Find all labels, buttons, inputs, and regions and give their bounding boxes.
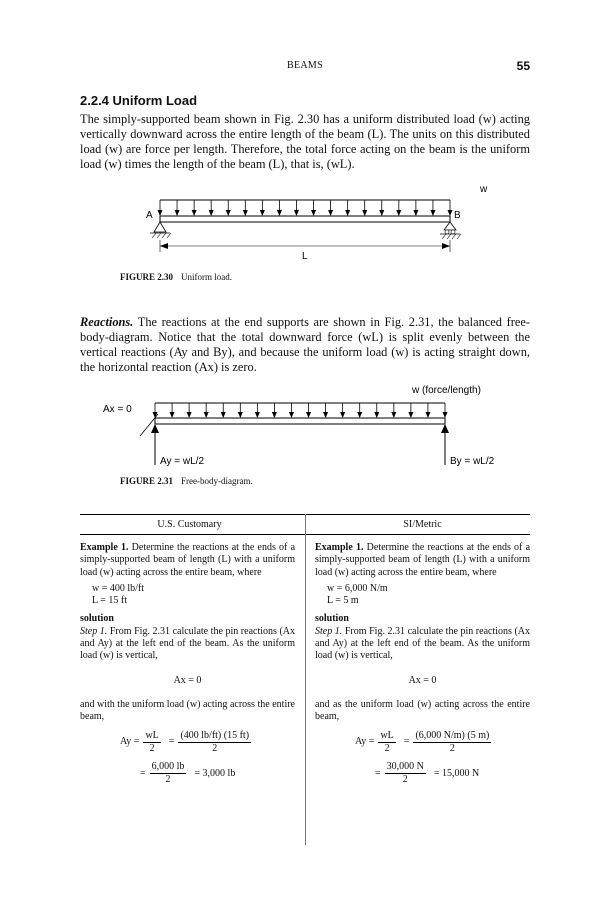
reactions-lead: Reactions. — [80, 315, 134, 329]
uniform-load-arrows-fbd — [153, 403, 448, 418]
step-text: From Fig. 2.31 calculate the pin reactions (Ax and Ay) at the left end of the beam. As the uniform load (w) is vertical, — [80, 625, 296, 662]
load-arrow-head — [374, 412, 379, 418]
dim-arrow-right — [442, 243, 450, 249]
solution-label: solution — [315, 613, 349, 625]
pin-support-a — [154, 222, 166, 232]
load-arrow-head — [408, 412, 413, 418]
equals-sign: = — [168, 736, 175, 748]
caption-figure-2-30 — [120, 272, 232, 282]
column-us-customary — [80, 542, 295, 787]
roller-wheel-left — [445, 230, 449, 234]
caption-figure-2-31 — [120, 476, 253, 486]
load-arrow-head — [192, 210, 197, 216]
example-label: Example 1. — [315, 542, 364, 553]
load-arrow-head — [328, 210, 333, 216]
load-arrow-head — [277, 210, 282, 216]
fraction-result: $\frac{6,000 lb}{2}$ — [151, 761, 185, 786]
load-arrow-head — [323, 412, 328, 418]
l-value: L = 15 ft — [92, 595, 127, 607]
result-value: = 3,000 lb — [194, 767, 236, 779]
load-arrow-head — [425, 412, 430, 418]
load-arrow-head — [187, 412, 192, 418]
load-arrow-head — [448, 210, 453, 216]
solution-label: solution — [80, 613, 114, 625]
ay-lhs: Ay = — [120, 736, 140, 748]
example-text: Determine the reactions at the ends of a simply-supported beam of length (L) with a uniform load (w) acting across the entire beam, where — [80, 542, 296, 578]
l-value: L = 5 m — [327, 595, 359, 607]
ay-arrow-head — [151, 424, 159, 433]
load-arrow-head — [204, 412, 209, 418]
load-arrow-head — [306, 412, 311, 418]
load-arrow-head — [255, 412, 260, 418]
label-ay: Ay = wL/2 — [160, 456, 205, 467]
label-by: By = wL/2 — [450, 456, 495, 467]
paragraph-reactions — [80, 315, 530, 375]
label-l: L — [302, 251, 308, 262]
load-arrow-head — [260, 210, 265, 216]
by-arrow-head — [441, 424, 449, 433]
load-arrow-head — [357, 412, 362, 418]
load-arrow-head — [311, 210, 316, 216]
load-arrow-head — [175, 210, 180, 216]
ground-hatch-a — [152, 233, 171, 238]
table-column-divider — [305, 514, 306, 845]
load-arrow-head — [221, 412, 226, 418]
reactions-text: The reactions at the end supports are shown in Fig. 2.31, the balanced free-body-diagram. Notice that the total downward force (wL) is split evenly between the vertical reactions (Ay and By), and because the uniform load (w) is acting straight down, the horizontal reaction (Ax) is zero. — [80, 315, 531, 374]
step-label: Step 1. — [80, 625, 108, 637]
ax-equation: Ax = 0 — [408, 674, 437, 686]
paragraph-uniform-load: The simply-supported beam shown in Fig. 2.30 has a uniform distributed load (w) acting vertically downward across the entire length of the beam (L). The units on this distributed load (w) are force per length. Therefore, the total force acting on the beam is the uniform load (w) times the length of the beam (L), that is, (wL). — [80, 112, 530, 171]
result-value: = 15,000 N — [433, 767, 480, 779]
section-title: 2.2.4 Uniform Load — [80, 93, 198, 108]
example-text: Determine the reactions at the ends of a simply-supported beam of length (L) with a uniform load (w) acting across the entire beam, where — [315, 542, 531, 578]
load-arrow-head — [238, 412, 243, 418]
load-arrow-head — [430, 210, 435, 216]
fraction-wl: $\frac{wL}{2}$ — [380, 729, 394, 754]
roller-wheel-right — [451, 230, 455, 234]
uniform-load-arrows — [158, 200, 453, 216]
equals-sign: = — [140, 767, 146, 779]
w-value: w = 6,000 N/m — [327, 582, 388, 594]
ax-equation: Ax = 0 — [173, 674, 202, 686]
load-arrow-head — [443, 412, 448, 418]
step-label: Step 1. — [315, 625, 343, 637]
step-text: From Fig. 2.31 calculate the pin reactions (Ax and Ay) at the left end of the beam. As the uniform load (w) is vertical, — [315, 625, 531, 662]
roller-support-b — [444, 222, 456, 230]
label-b: B — [454, 210, 461, 221]
load-arrow-head — [396, 210, 401, 216]
ay-equation — [355, 730, 530, 756]
ground-hatch-b — [442, 234, 461, 239]
column-si-metric — [315, 542, 530, 787]
column-heading-si: SI/Metric — [403, 519, 442, 530]
label-w: w — [480, 184, 488, 195]
fraction-wl: $\frac{wL}{2}$ — [145, 729, 159, 754]
fraction-result: $\frac{30,000 N}{2}$ — [386, 761, 424, 786]
load-arrow-head — [391, 412, 396, 418]
load-arrow-head — [345, 210, 350, 216]
load-arrow-head — [379, 210, 384, 216]
load-arrow-head — [289, 412, 294, 418]
result-equation — [375, 761, 530, 787]
running-title: BEAMS — [287, 60, 323, 71]
equals-sign: = — [375, 767, 381, 779]
caption-number: FIGURE 2.30 — [120, 272, 174, 282]
column-heading-us: U.S. Customary — [157, 519, 222, 530]
load-arrow-head — [226, 210, 231, 216]
example-label: Example 1. — [80, 542, 129, 553]
load-arrow-head — [340, 412, 345, 418]
label-w-force-length: w (force/length) — [412, 385, 481, 396]
page-number: 55 — [516, 59, 530, 73]
equals-sign: = — [403, 736, 410, 748]
load-arrow-head — [243, 210, 248, 216]
fbd-beam — [155, 418, 445, 424]
fraction-substituted: $\frac{(400 lb/ft) (15 ft)}{2}$ — [180, 729, 250, 754]
after-text: and with the uniform load (w) acting across the entire beam, — [80, 698, 295, 723]
ay-equation — [120, 730, 295, 756]
fraction-substituted: $\frac{(6,000 N/m) (5 m)}{2}$ — [415, 729, 490, 754]
load-arrow-head — [413, 210, 418, 216]
load-arrow-head — [170, 412, 175, 418]
caption-text: Free-body-diagram. — [181, 476, 253, 486]
after-text: and as the uniform load (w) acting across the entire beam, — [315, 698, 530, 723]
label-a: A — [146, 210, 153, 221]
load-arrow-head — [272, 412, 277, 418]
load-arrow-head — [209, 210, 214, 216]
result-equation — [140, 761, 295, 787]
label-ax: Ax = 0 — [103, 404, 132, 415]
caption-text: Uniform load. — [181, 272, 233, 282]
beam — [160, 216, 450, 222]
ay-lhs: Ay = — [355, 736, 375, 748]
load-arrow-head — [158, 210, 163, 216]
dim-arrow-left — [160, 243, 168, 249]
load-arrow-head — [362, 210, 367, 216]
w-value: w = 400 lb/ft — [92, 582, 145, 594]
load-arrow-head — [294, 210, 299, 216]
caption-number: FIGURE 2.31 — [120, 476, 174, 486]
